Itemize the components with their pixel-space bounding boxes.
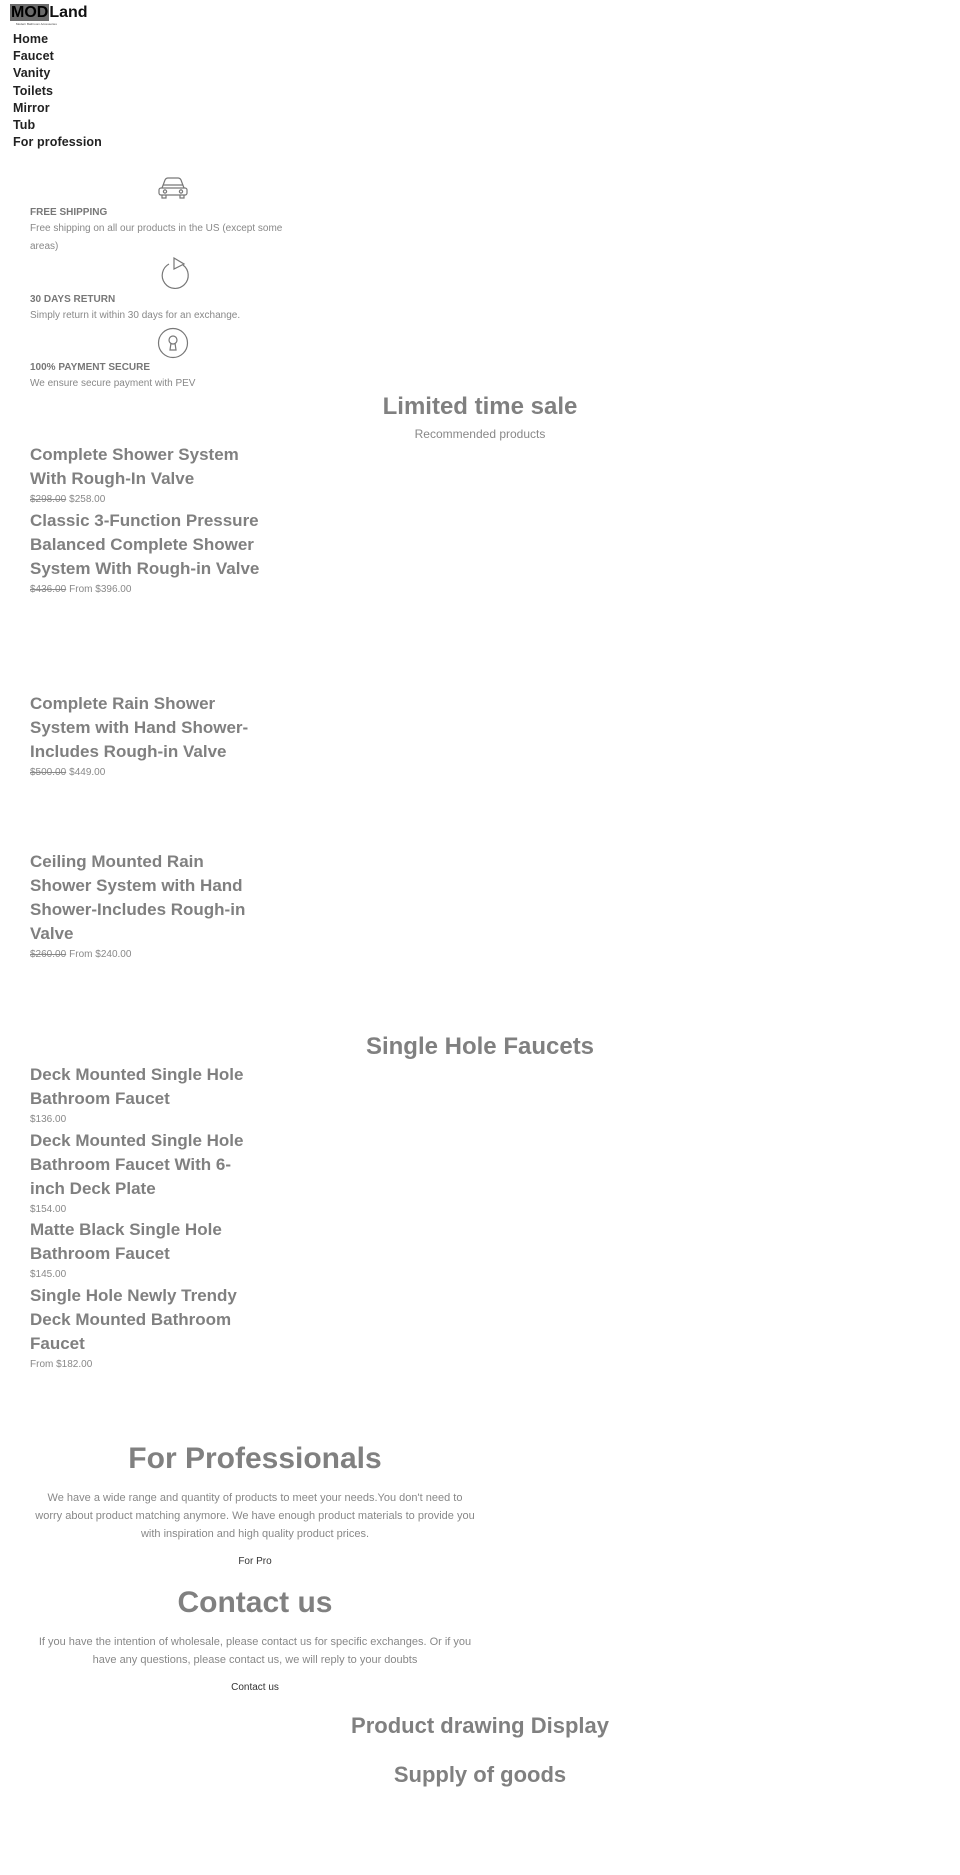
professionals-text: We have a wide range and quantity of products to meet your needs.You don't need to worry about product matching anymore. We have enough product materials to provide you with inspiration and high quality product prices.	[35, 1492, 475, 1540]
site-logo[interactable]	[10, 4, 88, 26]
sale-price: $449.00	[69, 767, 106, 778]
main-nav	[13, 31, 102, 151]
product-price: $154.00	[30, 1204, 67, 1215]
feature-description: Free shipping on all our products in the US (except some areas)	[30, 223, 283, 252]
sale-section-title: Limited time sale	[382, 393, 578, 420]
product-price: $145.00	[30, 1269, 67, 1280]
logo-mod-text: MOD	[11, 4, 49, 21]
product-price: $136.00	[30, 1114, 67, 1125]
nav-item-mirror[interactable]: Mirror	[13, 100, 50, 115]
display-section-title: Product drawing Display	[351, 1713, 609, 1738]
logo-tagline: Modern Bathroom Accessories	[16, 22, 57, 26]
compare-price: $500.00	[30, 767, 67, 778]
nav-item-for-profession[interactable]: For profession	[13, 135, 102, 150]
feature-description: We ensure secure payment with PEV	[30, 378, 196, 389]
product-card[interactable]	[30, 509, 262, 597]
product-title[interactable]: Classic 3-Function Pressure Balanced Complete Shower System With Rough-in Valve	[30, 511, 260, 578]
product-card[interactable]	[30, 850, 262, 962]
nav-item-tub[interactable]: Tub	[13, 118, 36, 133]
contact-title: Contact us	[177, 1586, 333, 1619]
faucets-section-title: Single Hole Faucets	[365, 1033, 595, 1060]
product-title[interactable]: Ceiling Mounted Rain Shower System with Hand Shower-Includes Rough-in Valve	[30, 852, 246, 943]
product-title[interactable]: Deck Mounted Single Hole Bathroom Faucet With 6-inch Deck Plate	[30, 1131, 244, 1198]
compare-price: $298.00	[30, 494, 67, 505]
product-price	[30, 493, 262, 507]
product-price	[30, 948, 262, 962]
sale-section-subtitle: Recommended products	[414, 427, 546, 441]
logo-land-text: Land	[49, 4, 88, 21]
professionals-title: For Professionals	[128, 1442, 382, 1475]
compare-price: $260.00	[30, 949, 67, 960]
keyhole-lock-icon	[157, 327, 189, 359]
supply-section-title: Supply of goods	[393, 1762, 567, 1787]
return-arrow-icon	[157, 256, 191, 292]
product-title[interactable]: Complete Rain Shower System with Hand Shower-Includes Rough-in Valve	[30, 694, 249, 761]
product-card[interactable]	[30, 692, 265, 780]
product-title[interactable]: Deck Mounted Single Hole Bathroom Faucet	[30, 1065, 244, 1108]
contact-us-link[interactable]: Contact us	[231, 1682, 279, 1693]
contact-text: If you have the intention of wholesale, please contact us for specific exchanges. Or if you have any questions, please contact us, we will reply to your doubts	[38, 1636, 472, 1666]
nav-item-vanity[interactable]: Vanity	[13, 66, 51, 81]
contact-section	[35, 1586, 475, 1693]
for-pro-link[interactable]: For Pro	[238, 1556, 272, 1567]
product-title[interactable]: Single Hole Newly Trendy Deck Mounted Bathroom Faucet	[30, 1286, 237, 1353]
feature-title: 100% PAYMENT SECURE	[30, 362, 151, 373]
compare-price: $436.00	[30, 584, 67, 595]
product-card[interactable]	[30, 443, 262, 507]
feature-title: FREE SHIPPING	[30, 207, 108, 218]
feature-title: 30 DAYS RETURN	[30, 294, 116, 305]
sale-price: From $240.00	[69, 949, 132, 960]
nav-item-faucet[interactable]: Faucet	[13, 49, 54, 64]
car-icon	[157, 175, 189, 201]
product-price	[30, 583, 262, 597]
product-card[interactable]	[30, 1284, 262, 1372]
product-card[interactable]	[30, 1218, 262, 1282]
nav-item-toilets[interactable]: Toilets	[13, 83, 54, 98]
professionals-section	[35, 1442, 475, 1567]
sale-price: From $396.00	[69, 584, 132, 595]
feature-description: Simply return it within 30 days for an exchange.	[30, 310, 241, 321]
product-price: From $182.00	[30, 1359, 93, 1370]
product-price	[30, 766, 265, 780]
product-card[interactable]	[30, 1129, 262, 1217]
product-title[interactable]: Complete Shower System With Rough-In Valve	[30, 445, 239, 488]
sale-price: $258.00	[69, 494, 106, 505]
product-card[interactable]	[30, 1063, 262, 1127]
product-title[interactable]: Matte Black Single Hole Bathroom Faucet	[30, 1220, 222, 1263]
nav-item-home[interactable]: Home	[13, 32, 49, 46]
